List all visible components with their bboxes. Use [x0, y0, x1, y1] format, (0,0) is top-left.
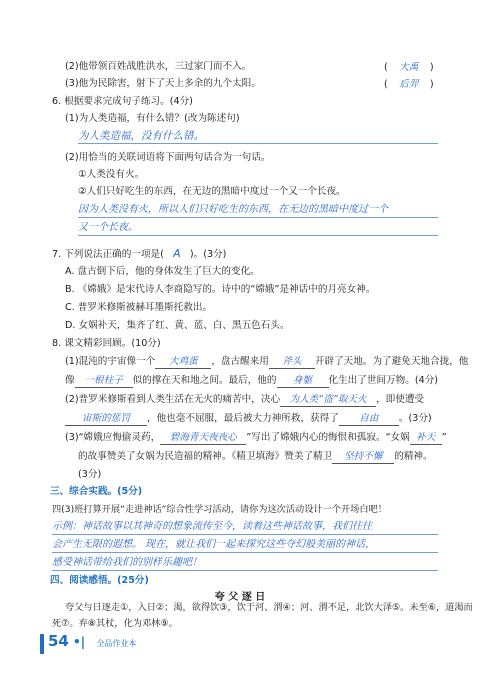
q8-blank-pillar: 一根柱子 [75, 375, 133, 388]
q8-blank-steal-fire: 为人类“盗”取天火 [280, 394, 376, 407]
q8-blank-freedom: 自由 [339, 413, 399, 426]
q7-stem [52, 248, 226, 261]
section-3-answer-3: 感受神话带给我们的别样乐趣吧！ [52, 557, 202, 568]
passage-line-1: 夸父与日逐走①，入日②；渴，欲得饮③，饮于河、渭④；河、渭不足，北饮大泽⑤。未至⑥，道渴而 [65, 602, 473, 613]
q8-l3-text-a: (2)普罗米修斯看到人类生活在无火的痛苦中，决心 [65, 394, 281, 405]
section-3-question: 四(3)班打算开展“走进神话”综合性学习活动，请你为这次活动设计一个开场白吧！ [52, 504, 387, 515]
q8-line-1 [65, 356, 468, 369]
q7-option-b: B. 《嫦娥》是宋代诗人李商隐写的。诗中的“嫦娥”是神话中的月亮女神。 [65, 284, 376, 295]
q8-l4-text-c: ，他也毫不屈服，最后被大力神所救，获得了 [147, 413, 339, 424]
q6-answer-2a: 因为人类没有火，所以人们只好吃生的东西，在无边的黑暗中度过一个 [78, 204, 388, 215]
q8-l1-text-a: (1)混沌的宇宙像一个 [65, 356, 156, 367]
q8-l6-text-c: 的精神。 [394, 451, 433, 462]
q7-option-d: D. 女娲补天，集齐了红、黄、蓝、白、黑五色石头。 [65, 320, 290, 331]
q8-l5-text-a: (3)“嫦娥应悔偷灵药， [65, 432, 161, 443]
section-3-answer-1-text: 示例：神话故事以其神奇的想象流传至今，读着这些神话故事，我们往往 [52, 521, 372, 532]
q8-blank-axe: 斧头 [269, 356, 315, 369]
q5-item-3: (3)他为民除害，射下了天上多余的九个太阳。 [65, 78, 261, 89]
q8-blank-perseverance: 坚持不懈 [332, 451, 394, 464]
footer: 54 •| 全品作业本 [48, 632, 137, 650]
q5-answer-3-box: ( 后羿 ) [384, 76, 434, 90]
q6-sub2: (2)用恰当的关联词语将下面两句话合为一句话。 [65, 152, 271, 163]
q8-l2-text-d: 化生出了世间万物。(4分) [328, 375, 439, 386]
q8-line-2 [65, 375, 438, 388]
q8-l1-text-d: 开辟了天地。为了避免天地合拢，他 [314, 356, 469, 367]
section-3-rule-3 [52, 570, 438, 571]
q5-answer-3: 后羿 [399, 79, 419, 90]
q8-blank-body: 身躯 [277, 375, 329, 388]
q6-sub1: (1)为人类造福，有什么错？(改为陈述句) [65, 113, 240, 124]
q7-answer: A [173, 247, 181, 260]
q7-stem-post: )。(3分) [189, 249, 227, 260]
passage-title: 夸 父 逐 日 [214, 592, 266, 603]
q5-item-2: (2)他带领百姓战胜洪水，三过家门而不入。 [65, 61, 252, 72]
section-3-answer-2: 会产生无限的遐想。 现在，就让我们一起来探究这些夺幻般美丽的神话， [52, 539, 376, 550]
q6-sentence-2: ②人们只好吃生的东西，在无边的黑暗中度过一个又一个长夜。 [78, 186, 346, 197]
q8-stem: 8. 课文精彩回顾。(10分) [52, 338, 161, 349]
q6-answer-2b: 又一个长夜。 [78, 222, 138, 233]
q7-stem-pre: 7. 下列说法正确的一项是( [52, 249, 164, 260]
page-number: 54 [48, 632, 69, 650]
q8-blank-mend-sky: 补天 [410, 432, 442, 445]
q8-l6-text-a: 的故事赞美了女娲为民造福的精神。《精卫填海》赞美了精卫 [78, 451, 333, 462]
q8-l5-text-c: ”写出了嫦娥内心的悔恨和孤寂。“女娲 [246, 432, 410, 443]
q6-answer-2a-rule [78, 217, 438, 218]
q8-l3-text-c: ，即使遭受 [376, 394, 425, 405]
q7-option-a: A. 盘古倒下后，他的身体发生了巨大的变化。 [65, 266, 260, 277]
q8-l5-text-d: ” [441, 432, 447, 443]
q8-blank-zeus-punishment: 宙斯的惩罚 [65, 413, 147, 426]
section-4-title: 四、阅读感悟。(25分) [50, 575, 149, 586]
q5-answer-2: 大禹 [399, 62, 419, 73]
q8-line-7: (3分) [78, 469, 102, 480]
q5-answer-2-box: ( 大禹 ) [384, 59, 434, 73]
q8-blank-big-egg: 大鸡蛋 [155, 356, 211, 369]
q8-l2-text-c: 似的撑在天和地之间。最后，他的 [132, 375, 277, 386]
passage-line-2: 死⑦。弃⑧其杖，化为邓林⑨。 [52, 618, 178, 629]
section-3-answer-1 [52, 521, 372, 533]
q8-line-4 [65, 413, 432, 426]
q6-stem: 6. 根据要求完成句子练习。(4分) [52, 96, 193, 107]
section-3-rule-2 [52, 552, 438, 553]
q8-l4-text-d: 。(3分) [398, 413, 432, 424]
section-3-title: 三、综合实践。(5分) [50, 486, 143, 497]
q8-l1-text-c: ，盘古醒来用 [211, 356, 269, 367]
q7-option-c: C. 普罗米修斯被赫耳墨斯托救出。 [65, 302, 213, 313]
footer-accent-bar [40, 634, 44, 654]
q8-blank-poem-line: 碧海青天夜夜心 [160, 432, 246, 445]
q6-answer-2b-rule [78, 235, 438, 236]
q6-answer-1: 为人类造福，没有什么错。 [78, 130, 204, 142]
q6-answer-1-rule [78, 143, 438, 144]
q8-l2-text-a: 像 [65, 375, 75, 386]
q8-line-3 [65, 394, 424, 407]
section-3-rule-1 [52, 534, 438, 535]
q8-line-5 [65, 432, 447, 445]
q8-line-6 [78, 451, 433, 464]
book-name: 全品作业本 [96, 639, 137, 648]
q6-sentence-1: ①人类没有火。 [78, 169, 145, 180]
